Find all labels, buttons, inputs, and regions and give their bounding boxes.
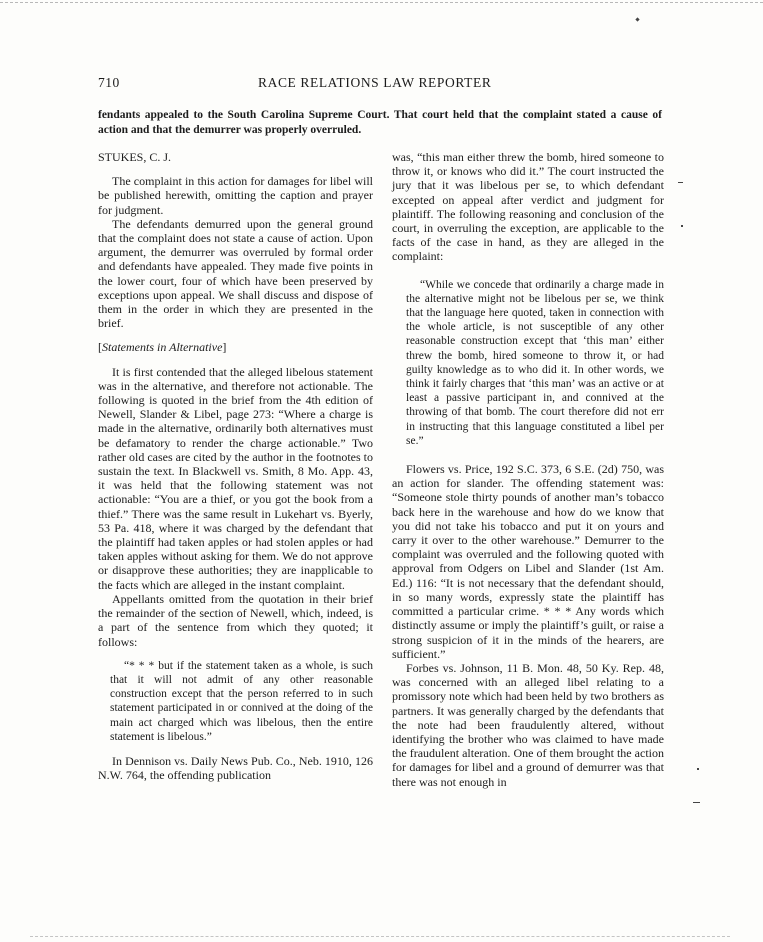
page-header [98, 75, 660, 93]
block-quote: “While we concede that ordinarily a charge made in the alternative might not be libelous per se, we think that the language here quoted, taken in connection with the whole article, is not susceptible of any other reasonable construction except that ‘this man’ either threw the bomb, hired someone to throw it, or had guilty knowledge as to who did it. In other words, we think it fairly charges that ‘this man’ was an active or at least a passive participant in, and connived at the throwing of that bomb. The court therefore did not err in instructing that this language constituted a libel per se.” [406, 278, 664, 447]
right-column [392, 150, 664, 789]
opinion-author: STUKES, C. J. [98, 150, 172, 164]
block-quote: “* * * but if the statement taken as a whole, is such that it will not admit of any other reasonable construction except that the person referred to in such statement participated in or connived at the doing of the main act charged which was libelous, then the entire statement is libelous.” [110, 659, 373, 743]
paragraph: It is first contended that the alleged libelous statement was in the alternative, and therefore not actionable. The following is quoted in the brief from the 4th edition of Newell, Slander & Libel, page 273: “Where a charge is made in the alternative, ordinarily both alternatives must be defamatory to render the charge actionable.” Two rather old cases are cited by the author in the footnotes to sustain the text. In Blackwell vs. Smith, 8 Mo. App. 43, it was held that the following statement was not actionable: “You are a thief, or you got the book from a thief.” There was the same result in Lukehart vs. Byerly, 53 Pa. 418, where it was charged by the defendant that the plaintiff had taken apples or had stolen apples or had taken apples without asking for them. We do not approve or disapprove these authorities; they are inapplicable to the facts which are alleged in the instant complaint. [98, 364, 373, 592]
paragraph: The complaint in this action for damages for libel will be published herewith, omitting the caption and prayer for judgment. [98, 174, 373, 217]
running-head: RACE RELATIONS LAW REPORTER [258, 75, 492, 90]
paragraph: Forbes vs. Johnson, 11 B. Mon. 48, 50 Ky. Rep. 48, was concerned with an alleged libel relating to a promissory note which had been held by two brothers as partners. It was generally charged by the defendants that the note had been fraudulently altered, without identifying the brother who was claimed to have made the fraudulent alteration. One of them brought the action for damages for libel and a ground of demurrer was that there was not enough in [392, 660, 664, 789]
left-column [98, 150, 373, 782]
scan-speck [693, 802, 700, 803]
scan-edge-bottom [30, 936, 730, 937]
paragraph: The defendants demurred upon the general ground that the complaint does not state a cause of action. Upon argument, the demurrer was overruled by formal order and defendants have appealed. They made five points in the lower court, four of which have been preserved by exceptions upon appeal. We shall discuss and dispose of them in the order in which they are presented in the brief. [98, 216, 373, 331]
section-heading: [Statements in Alternative] [98, 340, 227, 355]
intro-summary: fendants appealed to the South Carolina Supreme Court. That court held that the complaint stated a cause of action and that the demurrer was properly overruled. [98, 109, 662, 136]
paragraph: was, “this man either threw the bomb, hired someone to throw it, or knows who did it.” The court instructed the jury that it was libelous per se, to which defendant excepted on appeal after verdict and judgment for plaintiff. The following reasoning and conclusion of the court, in overruling the exception, are applicable to the facts of the case in hand, as they are alleged in the complaint: [392, 150, 664, 264]
paragraph: In Dennison vs. Daily News Pub. Co., Neb. 1910, 126 N.W. 764, the offending publication [98, 753, 373, 783]
page-number: 710 [98, 75, 120, 90]
paragraph: Appellants omitted from the quotation in their brief the remainder of the section of Newell, which, indeed, is a part of the sentence from which they quoted; it follows: [98, 591, 373, 649]
paragraph: Flowers vs. Price, 192 S.C. 373, 6 S.E. (2d) 750, was an action for slander. The offending statement was: “Someone stole thirty pounds of another man’s tobacco back here in the warehouse and how do we know that you did not take his tobacco and put it on yours and carry it over to the other warehouse.” Demurrer to the complaint was overruled and the following quoted with approval from Odgers on Libel and Slander (1st Am. Ed.) 116: “It is not necessary that the defendant should, in so many words, expressly state the plaintiff has committed a particular crime. * * * Any words which distinctly assume or imply the plaintiff’s guilt, or raise a strong suspicion of it in the minds of the hearers, are sufficient.” [392, 462, 664, 661]
scan-speck [678, 182, 683, 183]
scan-speck [681, 225, 683, 227]
scan-edge-top [0, 2, 763, 3]
scan-speck [635, 17, 639, 21]
scan-speck [697, 768, 699, 770]
